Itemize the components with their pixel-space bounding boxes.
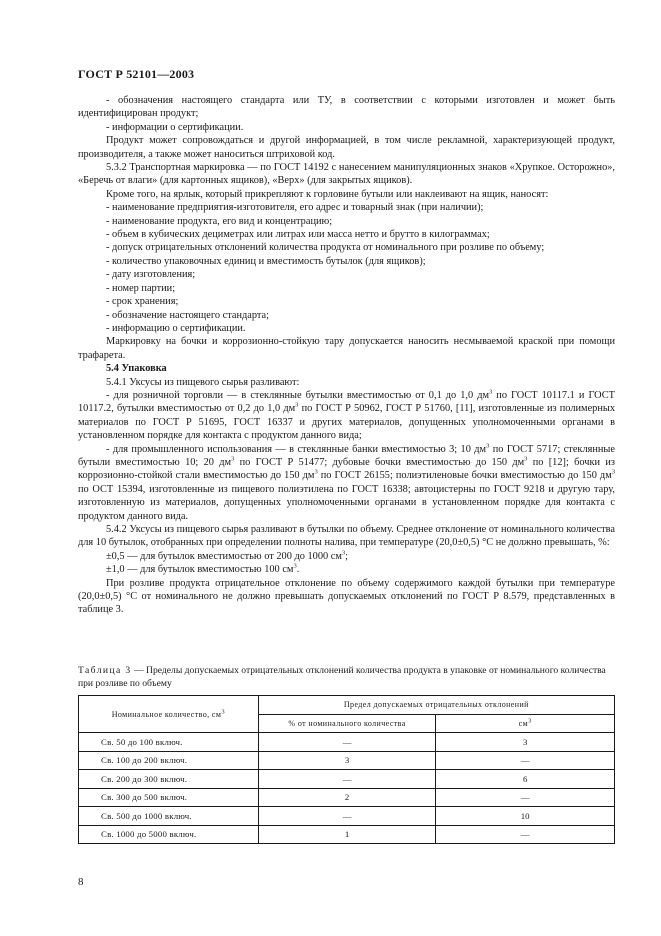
tolerance-line: ±0,5 — для бутылок вместимостью от 200 до 1000 $см^3$; <box>106 549 349 562</box>
cell-range: Св. 50 до 100 включ. <box>79 733 259 752</box>
cell-range: Св. 1000 до 5000 включ. <box>79 825 259 844</box>
list-item: - объем в кубических дециметрах или литрах или масса нетто и брутто в килограммах; <box>106 229 490 241</box>
cell-percent: 1 <box>258 825 436 844</box>
list-item: - срок хранения; <box>106 296 179 308</box>
cell-percent: — <box>258 770 436 789</box>
cell-range: Св. 100 до 200 включ. <box>79 751 259 770</box>
label-contents-list <box>78 201 615 335</box>
tolerance-line: ±1,0 — для бутылок вместимостью 100 $см^3$. <box>106 562 300 576</box>
document-body <box>78 94 615 617</box>
paragraph: Маркировку на бочки и коррозионно-стойкую тару допускается наносить несмываемой краской при помощи трафарета. <box>78 336 615 361</box>
paragraph: При розливе продукта отрицательное отклонение по объему содержимого каждой бутылки при температуре (20,0±0,5) °С от номинального не должно превышать допускаемых отклонений по ГОСТ Р 8.579, представленных в таблице 3. <box>78 577 615 616</box>
section-5-4-2: 5.4.2 Уксусы из пищевого сырья разливают в бутылки по объему. Среднее отклонение от номинального количества для 10 бутылок, отобранных при определении полноты налива, при температуре (20,0±0,5) °С не должно превышать, %: <box>78 524 615 549</box>
cell-cm3: 6 <box>436 770 615 789</box>
cell-range: Св. 300 до 500 включ. <box>79 788 259 807</box>
paragraph: - информации о сертификации. <box>106 121 244 133</box>
list-item: - дату изготовления; <box>106 269 196 281</box>
cell-range: Св. 200 до 300 включ. <box>79 770 259 789</box>
table-row <box>79 788 615 807</box>
cell-percent: 2 <box>258 788 436 807</box>
section-5-4-1: 5.4.1 Уксусы из пищевого сырья разливают: <box>106 376 300 388</box>
group-header-limit: Предел допускаемых отрицательных отклонений <box>258 696 614 715</box>
tolerance-table <box>78 695 615 844</box>
page-number: 8 <box>78 876 84 888</box>
cell-percent: 3 <box>258 751 436 770</box>
table-caption-text: — Пределы допускаемых отрицательных отклонений количества продукта в упаковке от номинального количества при розливе по объему <box>78 665 606 689</box>
list-item: - номер партии; <box>106 282 176 294</box>
cell-cm3: 10 <box>436 807 615 826</box>
paragraph: Кроме того, на ярлык, который прикрепляют к горловине бутыли или наклеивают на ящик, наносят: <box>106 188 549 200</box>
paragraph: - обозначения настоящего стандарта или ТУ, в соответствии с которыми изготовлен и может быть идентифицирован продукт; <box>78 95 615 120</box>
cell-percent: — <box>258 733 436 752</box>
col-header-nominal: Номинальное количество, $см^3$ <box>79 696 259 733</box>
cell-cm3: — <box>436 751 615 770</box>
list-item: - допуск отрицательных отклонений количества продукта от номинального при розливе по объему; <box>106 242 545 254</box>
table-row <box>79 807 615 826</box>
cell-cm3: — <box>436 788 615 807</box>
list-item: - наименование продукта, его вид и концентрацию; <box>106 215 333 227</box>
list-item: - количество упаковочных единиц и вместимость бутылок (для ящиков); <box>106 255 426 267</box>
paragraph: Продукт может сопровождаться и другой информацией, в том числе рекламной, характеризующей продукт, производителя, а также может наноситься штриховой код. <box>78 135 615 160</box>
standard-header: ГОСТ Р 52101—2003 <box>78 67 195 81</box>
cell-range: Св. 500 до 1000 включ. <box>79 807 259 826</box>
industrial-packaging-paragraph: - для промышленного использования — в стеклянные банки вместимостью 3; 10 $дм^3$ по ГОСТ 5717; стеклянные бутыли вместимостью 10; 20 $дм^3$ по ГОСТ Р 51477; дубовые бочки вместимостью до 150 $дм^3$ по [12]; бочки из коррозионно-стойкой стали вместимостью до 150 $дм^3$ по ГОСТ 26155; полиэтиленовые бочки вместимостью до 150 $дм^3$ по ОСТ 15394, изготовленные из пищевого полиэтилена по ГОСТ 16338; автоцистерны по ГОСТ 9218 и другую тару, изготовленную из материалов, допущенных уполномоченными органами в установленном порядке для контакта с продуктом данного вида. <box>78 442 615 522</box>
cell-percent: — <box>258 807 436 826</box>
table-row <box>79 751 615 770</box>
table-caption <box>78 665 615 690</box>
table-caption-label: Таблица 3 <box>78 665 132 676</box>
col-header-percent: % от номинального количества <box>258 714 436 733</box>
table-row <box>79 733 615 752</box>
table-row <box>79 770 615 789</box>
section-heading: 5.4 Упаковка <box>106 363 167 375</box>
cell-cm3: 3 <box>436 733 615 752</box>
table-row <box>79 825 615 844</box>
list-item: - наименование предприятия-изготовителя, его адрес и товарный знак (при наличии); <box>106 202 484 214</box>
cell-cm3: — <box>436 825 615 844</box>
list-item: - информацию о сертификации. <box>106 322 246 334</box>
list-item: - обозначение настоящего стандарта; <box>106 309 269 321</box>
col-header-cm3: $см^3$ <box>436 714 615 733</box>
retail-packaging-paragraph: - для розничной торговли — в стеклянные бутылки вместимостью от 0,1 до 1,0 $дм^3$ по ГОСТ 10117.1 и ГОСТ 10117.2, бутылки вместимостью от 0,2 до 1,0 $дм^3$ по ГОСТ Р 50962, ГОСТ Р 51760, [11], изготовленные из полимерных материалов по ГОСТ Р 51695, ГОСТ 16337 и других материалов, допущенных уполномоченными органами в установленном порядке для контакта с продуктом данного вида; <box>78 388 615 442</box>
section-5-3-2: 5.3.2 Транспортная маркировка — по ГОСТ 14192 с нанесением манипуляционных знаков «Хрупкое. Осторожно», «Беречь от влаги» (для картонных ящиков), «Верх» (для закрытых ящиков). <box>78 162 615 187</box>
